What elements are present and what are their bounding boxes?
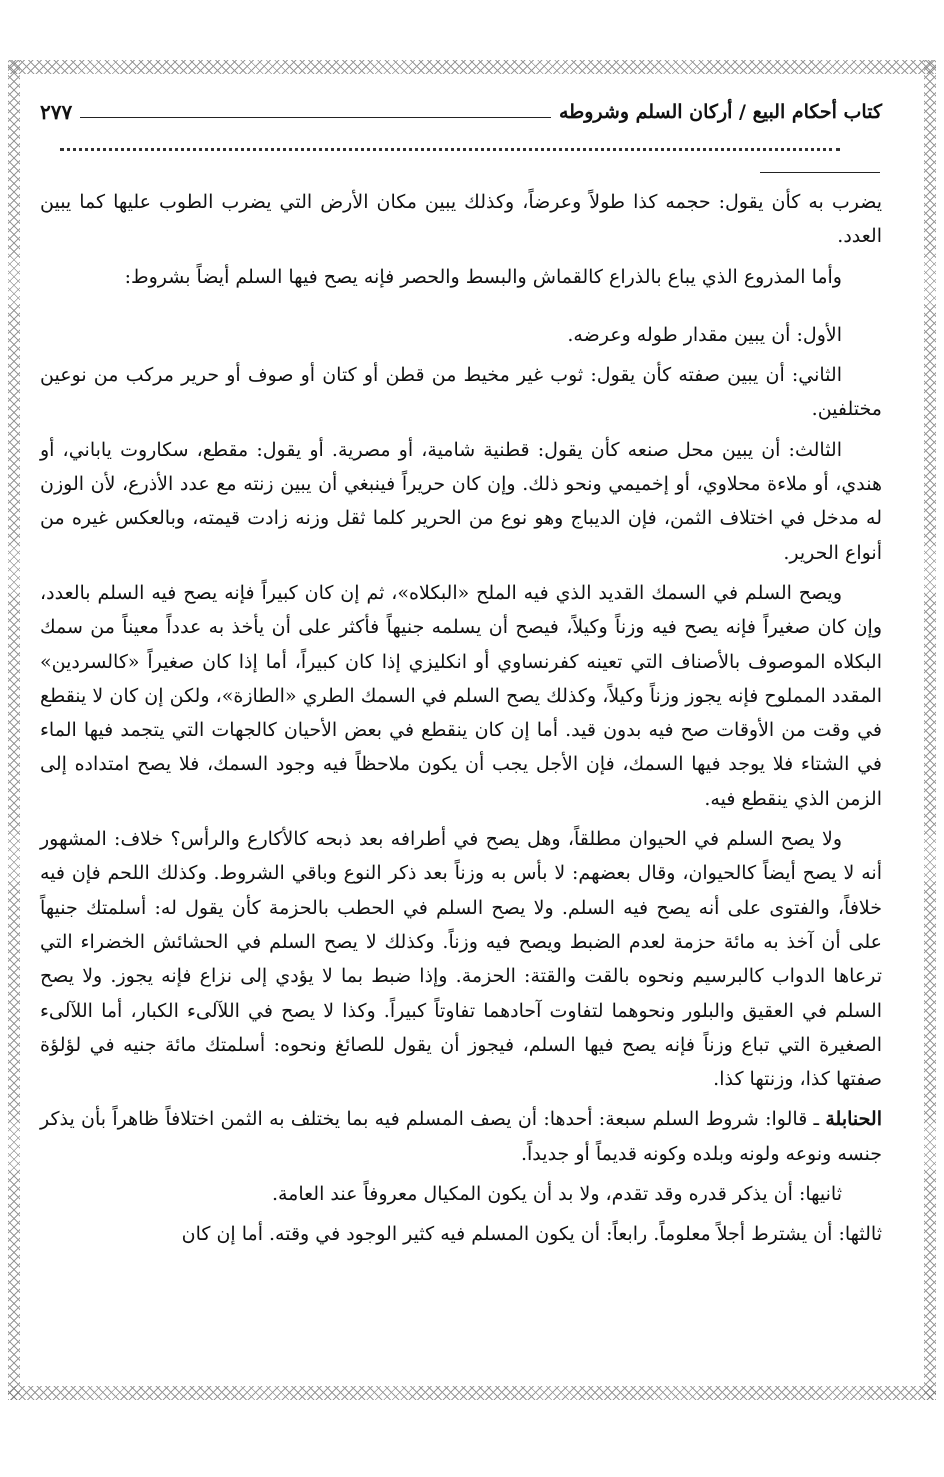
running-header — [40, 96, 882, 128]
paragraph-3: الأول: أن يبين مقدار طوله وعرضه. — [567, 323, 842, 346]
decorative-border-right — [924, 60, 936, 1400]
header-dotted-rule — [60, 138, 840, 151]
header-line — [80, 107, 551, 118]
paragraph-4: الثاني: أن يبين صفته كأن يقول: ثوب غير مخيط من قطن أو كتان أو صوف أو حرير مركب من نوعين مختلفين. — [40, 364, 882, 421]
paragraph-7: ولا يصح السلم في الحيوان مطلقاً، وهل يصح في أطرافه بعد ذبحه كالأكارع والرأس؟ خلاف: المشهور أنه لا يصح أيضاً كالحيوان، وقال بعضهم: لا بأس به وزناً بعد ذكر النوع وباقي الشروط. وكذلك اللحم فإن فيه خلافاً، والفتوى على أنه يصح فيه السلم. ولا يصح السلم في الحطب بالحزمة كأن يقول له: أسلمتك جنيهاً على أن آخذ به مائة حزمة لعدم الضبط ويصح فيه وزناً. وكذلك لا يصح السلم في الحشائش الخضراء التي ترعاها الدواب كالبرسيم ونحوه بالقت والقتة: الحزمة. وإذا ضبط بما لا يؤدي إلى نزاع فإنه يجوز. ولا يصح السلم في العقيق والبلور ونحوهما لتفاوت آحادهما تفاوتاً كبيراً. وكذا لا يصح في اللآلىء الكبار، أما اللآلىء الصغيرة التي تباع وزناً فإنه يصح فيها السلم، فيجوز أن يقول للصائغ ونحوه: أسلمتك مائة جنيه في لؤلؤة صفتها كذا، وزنتها كذا. — [40, 828, 882, 1091]
paragraph-9: ثانيها: أن يذكر قدره وقد تقدم، ولا بد أن يكون المكيال معروفاً عند العامة. — [271, 1183, 842, 1206]
header-title: كتاب أحكام البيع / أركان السلم وشروطه — [558, 101, 882, 123]
decorative-border-left — [8, 60, 20, 1400]
decorative-border-top — [8, 60, 936, 74]
header-short-rule — [760, 172, 880, 173]
section-heading-hanabila: الحنابلة — [825, 1108, 882, 1131]
page-body — [40, 185, 882, 1258]
paragraph-8-text: ـ قالوا: شروط السلم سبعة: أحدها: أن يصف المسلم فيه بما يختلف به الثمن اختلافاً ظاهراً بأن يذكر جنسه ونوعه ولونه وبلده وكونه قديماً أو جديداً. — [40, 1108, 882, 1165]
paragraph-1: يضرب به كأن يقول: حجمه كذا طولاً وعرضاً، وكذلك يبين مكان الأرض التي يضرب الطوب عليها كما يبين العدد. — [40, 191, 882, 248]
paragraph-6: ويصح السلم في السمك القديد الذي فيه الملح «البكلاه»، ثم إن كان كبيراً فإنه يصح فيه السلم بالعدد، وإن كان صغيراً فإنه يصح فيه وزناً وكيلاً، فيصح أن يسلمه جنيهاً فأكثر على أن يأخذ به عدداً معيناً من سمك البكلاه الموصوف بالأصناف التي تعينه كفرنساوي أو انكليزي إذا كان كبيراً، أما إذا كان صغيراً «كالسردين» المقدد المملوح فإنه يجوز وزناً وكيلاً، وكذلك يصح السلم في السمك الطري «الطازة»، ولكن إن كان لا ينقطع في وقت من الأوقات صح فيه بدون قيد. أما إن كان ينقطع في بعض الأحيان كالجهات التي يتجمد فيها الماء في الشتاء فلا يوجد فيها السمك، فإن الأجل يجب أن يكون ملاحظاً فيه وجود السمك، فلا يصح امتداده إلى الزمن الذي ينقطع فيه. — [40, 581, 882, 810]
paragraph-2: وأما المذروع الذي يباع بالذراع كالقماش والبسط والحصر فإنه يصح فيها السلم أيضاً بشروط: — [124, 265, 842, 288]
paragraph-5: الثالث: أن يبين محل صنعه كأن يقول: قطنية شامية، أو مصرية. أو يقول: مقطع، سكاروت ياباني، أو هندي، أو ملاءة محلاوي، أو إخميمي ونحو ذلك. وإن كان حريراً فينبغي أن يبين زنته مع عدد الأذرع، لأن الوزن له مدخل في اختلاف الثمن، فإن الديباج وهو نوع من الحرير كلما ثقل وزنه زادت قيمته، وبالعكس غيره من أنواع الحرير. — [40, 438, 882, 564]
decorative-border-bottom — [8, 1386, 936, 1400]
paragraph-10: ثالثها: أن يشترط أجلاً معلوماً. رابعاً: أن يكون المسلم فيه كثير الوجود في وقته. أما إن كان — [181, 1223, 882, 1246]
paragraph-8 — [40, 1102, 882, 1171]
page-number: ٢٧٧ — [40, 100, 73, 124]
